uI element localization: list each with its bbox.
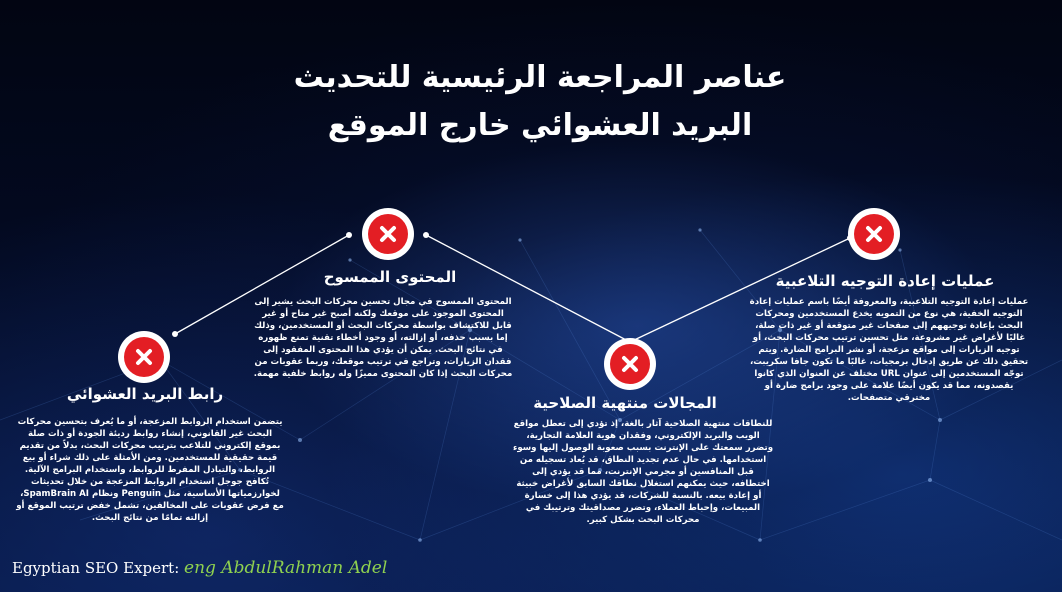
scraped-content-body: المحتوى الممسوح في مجال تحسين محركات البحث يشير إلى المحتوى الموجود على موقعك ولكنه أصبح غير متاح أو غير قابل للاكتشاف بواسطة محركات البحث أو المستخدمين، وذلك إما بسبب حذفه، أو إزالته، أو وجود أخطاء تقنية تمنع ظهوره في نتائج البحث. يمكن أن يؤدي هذا المحتوى المفقود إلى فقدان الزيارات، وتراجع في ترتيب موقعك، وربما عقوبات من محركات البحث إذا كان المحتوى مميزًا وله روابط خلفية مهمة.: [253, 297, 513, 379]
author-signature: eng AbdulRahman Adel: [184, 558, 388, 578]
close-icon: [118, 331, 170, 383]
scraped-content-heading: المحتوى الممسوح: [323, 268, 457, 286]
expired-domains-body: للنطاقات منتهية الصلاحية آثار بالغة، إذ تؤدي إلى تعطل مواقع الويب والبريد الإلكتروني، وفقدان هوية العلامة التجارية، وتضرر سمعتك على الإنترنت بسبب صعوبة الوصول إليها وسوء استخدامها. في حال عدم تجديد النطاق، قد يُعاد تسجيله من قبل المنافسين أو مجرمي الإنترنت، مما قد يؤدي إلى اختطافه، حيث يمكنهم استغلال نطاقك السابق لأغراض خبيثة أو إعادة بيعه. بالنسبة للشركات، قد يؤدي هذا إلى خسارة المبيعات، وإحباط العملاء، وتضرر مصداقيتك وترتيبك في محركات البحث بشكل كبير.: [512, 419, 774, 525]
title-line-1: عناصر المراجعة الرئيسية للتحديث: [293, 60, 787, 95]
sneaky-redirects-heading: عمليات إعادة التوجيه التلاعبية: [775, 272, 995, 290]
expired-domains-heading: المجالات منتهية الصلاحية: [533, 394, 717, 412]
title-line-2: البريد العشوائي خارج الموقع: [327, 108, 753, 143]
link-spam-heading: رابط البريد العشوائي: [66, 385, 224, 403]
footer-credit: [12, 558, 387, 578]
sneaky-redirects-body: عمليات إعادة التوجيه التلاعبية، والمعروفة أيضًا باسم عمليات إعادة التوجيه الخفية، هي نوع من التمويه يخدع المستخدمين ومحركات البحث بإعادة توجيههم إلى صفحات غير متوقعة أو غير ذات صلة، غالبًا لأغراض غير مشروعة، مثل تحسين ترتيب محركات البحث، أو توجيه الزيارات إلى مواقع مزعجة، أو نشر البرامج الضارة. ويتم تحقيق ذلك عن طريق إدخال برمجيات، غالبًا ما تكون جافا سكريبت، توجّه المستخدمين إلى عنوان URL مختلف عن العنوان الذي كانوا يقصدونه، مما قد يكون أيضًا علامة على وجود برامج ضارة أو مخترقي متصفحات.: [749, 297, 1029, 403]
footer-label: Egyptian SEO Expert:: [12, 559, 180, 577]
close-icon: [362, 208, 414, 260]
link-spam-body: يتضمن استخدام الروابط المزعجة، أو ما يُعرف بتحسين محركات البحث غير القانوني، إنشاء روابط رديئة الجودة أو ذات صلة بموقع إلكتروني للتلاعب بترتيب محركات البحث، بدلاً من تقديم قيمة حقيقية للمستخدمين. ومن الأمثلة على ذلك شراء أو بيع الروابط، والتبادل المفرط للروابط، واستخدام البرامج الآلية. تُكافح جوجل استخدام الروابط المزعجة من خلال تحديثات لخوارزمياتها الأساسية، مثل Penguin ونظام SpamBrain AI، مع فرض عقوبات على المخالفين، تشمل خفض ترتيب الموقع أو إزالته تمامًا من نتائج البحث.: [16, 417, 284, 523]
close-icon: [604, 338, 656, 390]
close-icon: [848, 208, 900, 260]
